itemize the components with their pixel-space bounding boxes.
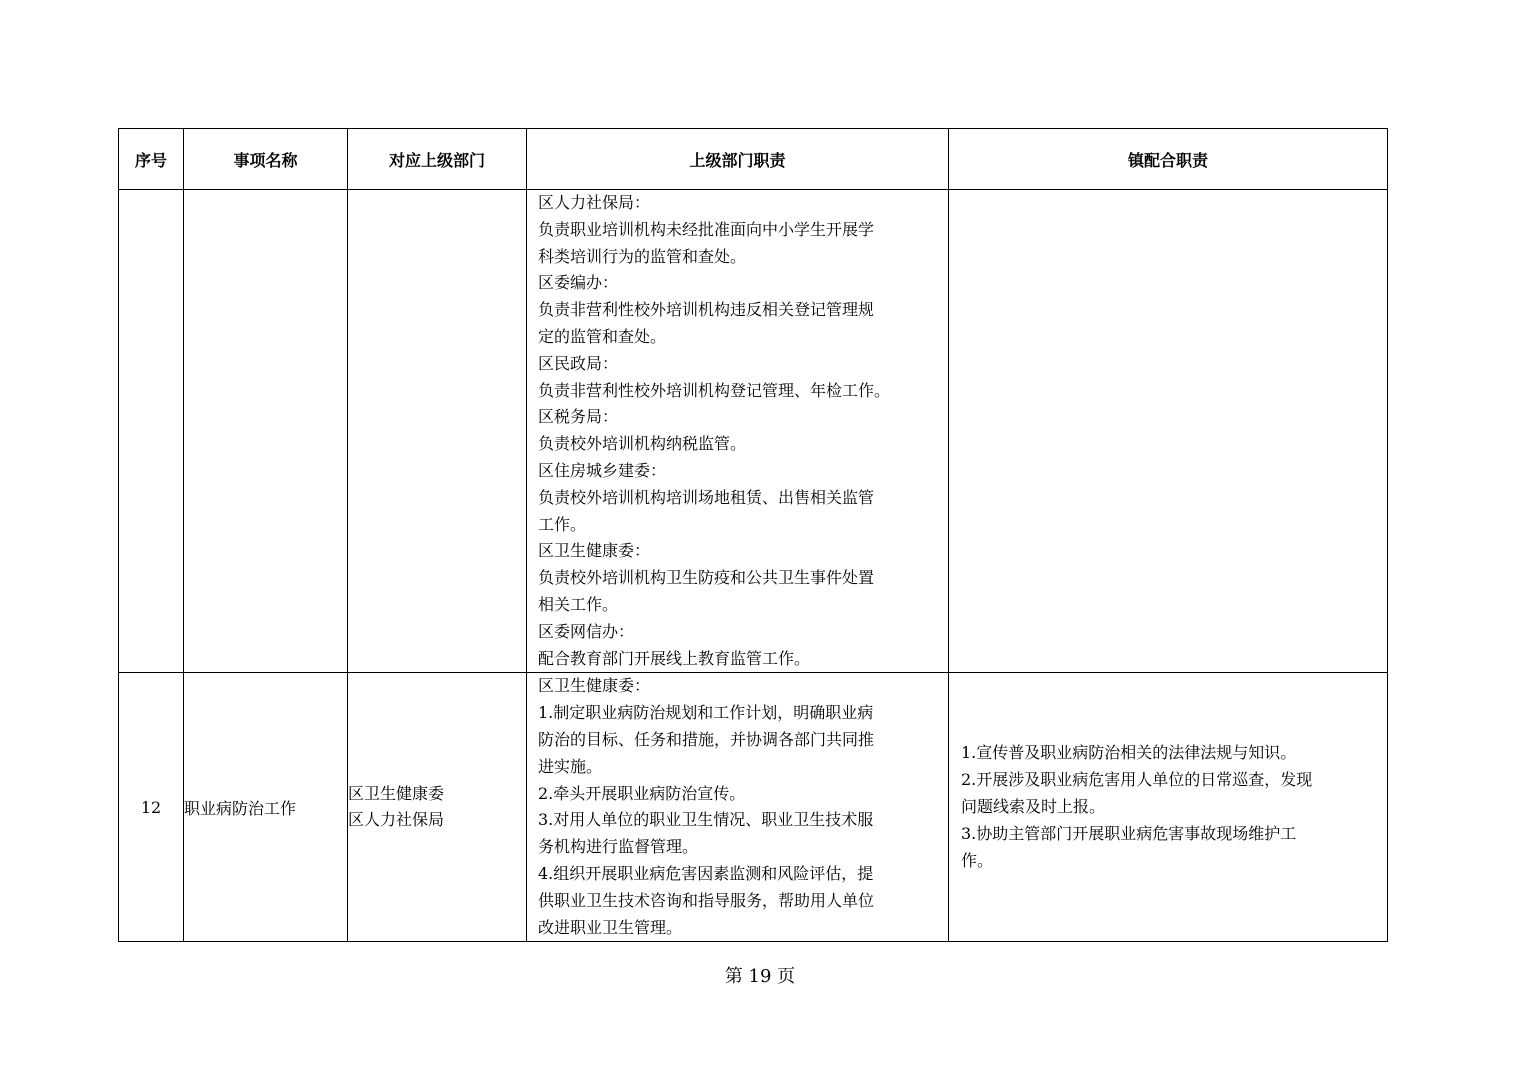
duty-line: 4.组织开展职业病危害因素监测和风险评估，提 [538, 863, 874, 883]
row-departments [348, 190, 527, 673]
town-duty-line: 2.开展涉及职业病危害用人单位的日常巡查，发现 [961, 770, 1313, 790]
header-item-name: 事项名称 [184, 129, 348, 190]
department-line: 区卫生健康委 [348, 784, 445, 804]
duty-line: 负责职业培训机构未经批准面向中小学生开展学 [538, 219, 875, 239]
table-row [119, 673, 1388, 942]
duty-line: 进实施。 [538, 756, 603, 776]
row-item-name [184, 190, 348, 673]
duty-line: 区委网信办： [538, 621, 635, 641]
duty-line: 负责校外培训机构纳税监管。 [538, 434, 747, 454]
duty-line: 负责非营利性校外培训机构违反相关登记管理规 [538, 300, 875, 320]
row-upper-duties [527, 673, 949, 942]
duty-table [118, 128, 1388, 942]
duty-line: 负责非营利性校外培训机构登记管理、年检工作。 [538, 380, 891, 400]
duty-line: 区税务局： [538, 407, 619, 427]
duty-line: 相关工作。 [538, 594, 619, 614]
duty-line: 改进职业卫生管理。 [538, 917, 683, 937]
header-upper-department: 对应上级部门 [348, 129, 527, 190]
row-town-duties [949, 190, 1388, 673]
header-upper-duties: 上级部门职责 [527, 129, 949, 190]
upper-duties-lines [527, 190, 948, 672]
department-lines [348, 781, 526, 833]
header-town-duties: 镇配合职责 [949, 129, 1388, 190]
duty-line: 2.牵头开展职业病防治宣传。 [538, 783, 746, 803]
duty-line: 定的监管和查处。 [538, 326, 667, 346]
duty-line: 负责校外培训机构培训场地租赁、出售相关监管 [538, 487, 875, 507]
duty-line: 负责校外培训机构卫生防疫和公共卫生事件处置 [538, 568, 875, 588]
duty-line: 区卫生健康委： [538, 541, 651, 561]
town-duty-line: 作。 [961, 850, 994, 870]
town-duty-line: 问题线索及时上报。 [961, 796, 1106, 816]
table-row [119, 190, 1388, 673]
department-line: 区人力社保局 [348, 810, 445, 830]
duty-line: 区民政局： [538, 353, 619, 373]
town-duty-line: 3.协助主管部门开展职业病危害事故现场维护工 [961, 823, 1297, 843]
upper-duties-lines [527, 673, 948, 941]
duty-line: 配合教育部门开展线上教育监管工作。 [538, 648, 811, 668]
row-departments [348, 673, 527, 942]
duty-line: 3.对用人单位的职业卫生情况、职业卫生技术服 [538, 810, 874, 830]
row-upper-duties [527, 190, 949, 673]
duty-line: 科类培训行为的监管和查处。 [538, 246, 747, 266]
duty-line: 供职业卫生技术咨询和指导服务，帮助用人单位 [538, 890, 875, 910]
page-number: 第 19 页 [724, 966, 796, 987]
duty-line: 工作。 [538, 514, 587, 534]
town-duty-line: 1.宣传普及职业病防治相关的法律法规与知识。 [961, 743, 1297, 763]
row-seq: 12 [119, 673, 184, 942]
duty-line: 区人力社保局： [538, 193, 651, 212]
town-duties-lines [949, 740, 1387, 874]
row-town-duties [949, 673, 1388, 942]
duty-line: 区住房城乡建委： [538, 460, 667, 480]
duty-line: 区委编办： [538, 273, 619, 293]
duty-line: 1.制定职业病防治规划和工作计划，明确职业病 [538, 703, 874, 723]
row-item-name: 职业病防治工作 [184, 673, 348, 942]
row-seq [119, 190, 184, 673]
table-header-row [119, 129, 1388, 190]
duty-line: 防治的目标、任务和措施，并协调各部门共同推 [538, 729, 875, 749]
header-seq: 序号 [119, 129, 184, 190]
duty-line: 区卫生健康委： [538, 676, 651, 696]
duty-line: 务机构进行监督管理。 [538, 837, 699, 857]
